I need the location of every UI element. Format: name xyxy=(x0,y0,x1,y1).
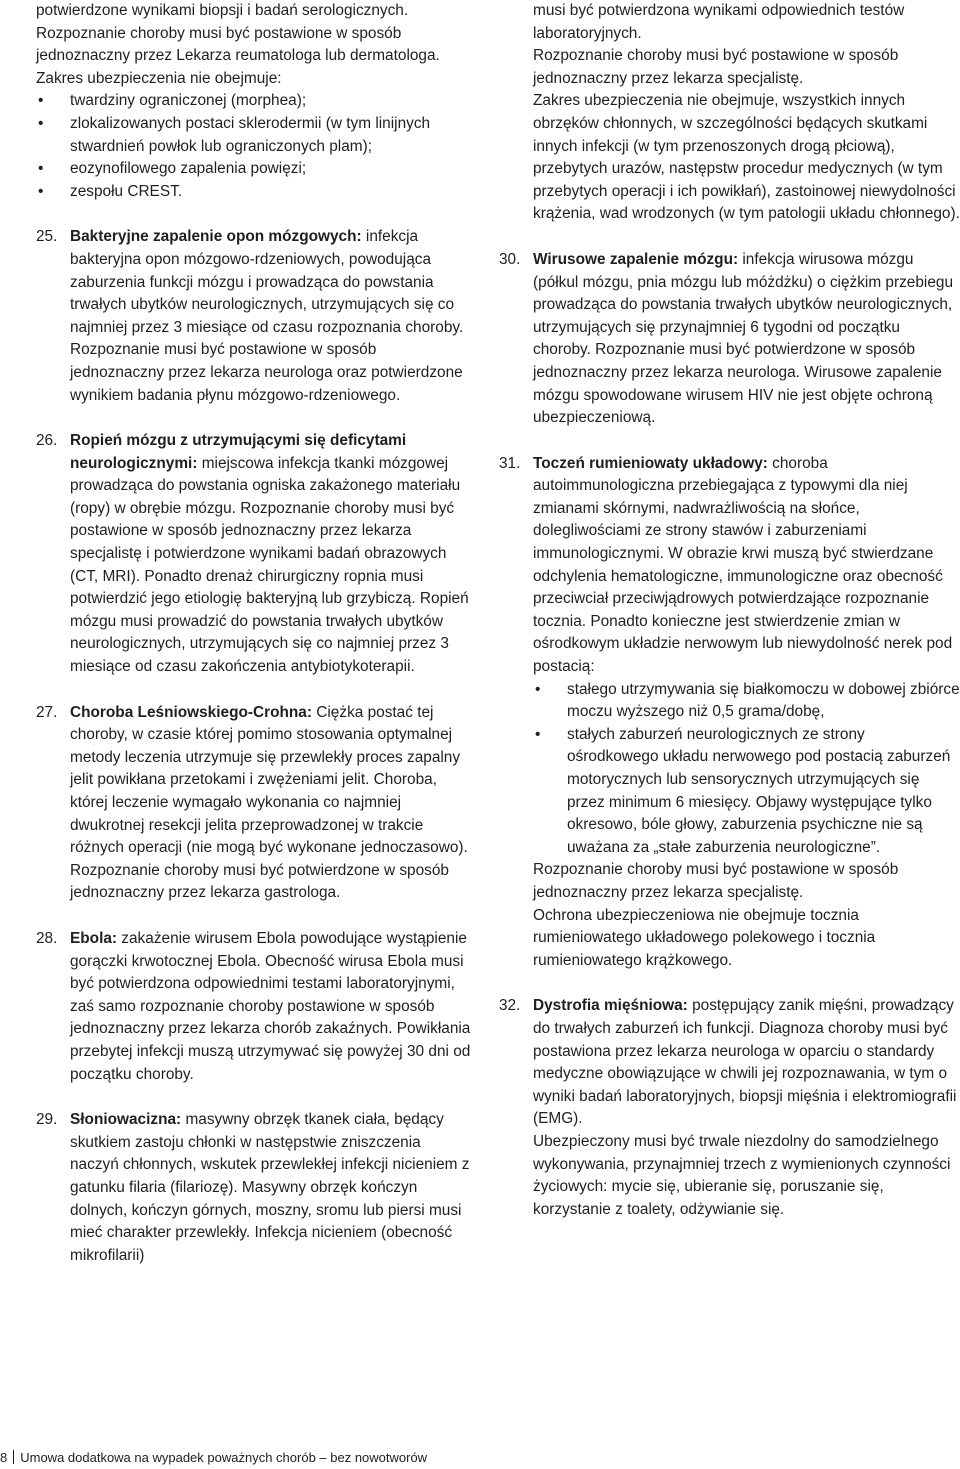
paragraph: Ochrona ubezpieczeniowa nie obejmuje tocznia rumieniowatego układowego polekowego i tocznia rumieniowatego krążkowego. xyxy=(533,906,876,969)
document-title: Umowa dodatkowa na wypadek poważnych chorób – bez nowotworów xyxy=(20,1450,428,1465)
list-item-text: twardziny ograniczonej (morphea); xyxy=(70,92,307,110)
exclusion-list xyxy=(36,90,472,203)
page-footer xyxy=(0,1447,427,1469)
left-column xyxy=(36,0,472,1267)
numbered-item-32 xyxy=(499,995,960,1221)
paragraph: Rozpoznanie choroby musi być postawione w sposób jednoznaczny przez lekarza specjalistę. xyxy=(533,47,899,87)
paragraph: Ubezpieczony musi być trwale niezdolny do samodzielnego wykonywania, przynajmniej trzech z wymienionych czynności życiowych: mycie się, ubieranie się, poruszanie się, korzystanie z toalety, odżywianie się. xyxy=(533,1132,951,1218)
condition-list xyxy=(533,679,960,860)
item-title: Słoniowacizna: xyxy=(70,1111,182,1129)
paragraph: Rozpoznanie choroby musi być postawione w sposób jednoznaczny przez Lekarza reumatologa lub dermatologa. xyxy=(36,24,440,65)
item-text: zakażenie wirusem Ebola powodujące wystąpienie gorączki krwotocznej Ebola. Obecność wirusa Ebola musi być potwierdzona odpowiednimi testami laboratoryjnymi, zaś samo rozpoznanie choroby postawione w sposób jednoznaczny przez lekarza chorób zakaźnych. Powikłania przebytej infekcji muszą utrzymywać się powyżej 30 dni od początku choroby. xyxy=(70,929,471,1083)
list-item xyxy=(36,181,472,204)
item-text: infekcja wirusowa mózgu (półkul mózgu, pnia mózgu lub móżdżku) o ciężkim przebiegu prowadząca do powstania trwałych ubytków neurologicznych, utrzymujących się przynajmniej 6 tygodni od początku choroby. Rozpoznanie musi być potwierdzone w sposób jednoznaczny przez lekarza neurologa. Wirusowe zapalenie mózgu spowodowane wirusem HIV nie jest objęte ochroną ubezpieczeniową. xyxy=(533,250,954,427)
numbered-item-31 xyxy=(499,453,960,973)
numbered-item-25 xyxy=(36,226,472,407)
item-title: Choroba Leśniowskiego-Crohna: xyxy=(70,703,312,721)
list-item-text: zlokalizowanych postaci sklerodermii (w tym linijnych stwardnień powłok lub ograniczonych plam); xyxy=(70,114,431,155)
bullet-icon: • xyxy=(38,160,44,178)
numbered-item-29 xyxy=(36,1109,472,1267)
item-title: Bakteryjne zapalenie opon mózgowych: xyxy=(70,228,362,246)
item-text: miejscowa infekcja tkanki mózgowej prowadząca do powstania ogniska zakażonego materiału (ropy) w obrębie mózgu. Rozpoznanie choroby musi być postawione w sposób jednoznaczny przez lekarza specjalistę i potwierdzone wynikami badań obrazowych (CT, MRI). Ponadto drenaż chirurgiczny ropnia musi potwierdzić jego etiologię bakteryjną lub grzybiczą. Ropień mózgu musi prowadzić do powstania trwałych ubytków neurologicznych, utrzymujących się co najmniej przez 3 miesiące od czasu zakończenia antybiotykoterapii. xyxy=(70,454,469,676)
item-title: Wirusowe zapalenie mózgu: xyxy=(533,250,739,268)
item-number: 25. xyxy=(36,228,58,246)
item-text: postępujący zanik mięśni, prowadzący do trwałych zaburzeń ich funkcji. Diagnoza choroby musi być postawiona przez lekarza neurologa w oparciu o standardy medyczne obowiązujące w chwili jej rozpoznawania, w tym o wyniki badań laboratoryjnych, biopsji mięśnia i elektromiografii (EMG). xyxy=(533,997,957,1128)
right-column xyxy=(499,0,960,1221)
paragraph: Rozpoznanie choroby musi być postawione w sposób jednoznaczny przez lekarza specjalistę. xyxy=(533,861,899,901)
item-title: Ebola: xyxy=(70,929,118,947)
numbered-item-30 xyxy=(499,249,960,430)
bullet-icon: • xyxy=(38,114,44,132)
list-item-text: zespołu CREST. xyxy=(70,182,183,200)
continued-text xyxy=(499,0,960,226)
item-title: Ropień mózgu z utrzymującymi się deficytami neurologicznymi: xyxy=(70,432,407,472)
list-item xyxy=(533,724,960,860)
bullet-icon: • xyxy=(38,92,44,110)
item-number: 30. xyxy=(499,250,521,268)
list-item-text: stałych zaburzeń neurologicznych ze strony ośrodkowego układu nerwowego pod postacią zaburzeń motorycznych lub sensorycznych utrzymujących się przez minimum 6 miesięcy. Objawy występujące tylko okresowo, bóle głowy, zaburzenia psychiczne nie są uważana za „stałe zaburzenia neurologiczne”. xyxy=(567,725,951,856)
item-number: 26. xyxy=(36,432,58,450)
item-text: Ciężka postać tej choroby, w czasie której pomimo stosowania optymalnej metody leczenia utrzymuje się przewlekły proces zapalny jelit powikłana przetokami i zwężeniami jelit. Choroba, której leczenie wymagało wykonania co najmniej dwukrotnej resekcji jelita przeprowadzonej w trakcie różnych operacji (nie mogą być wykonane jednoczasowo). Rozpoznanie choroby musi być potwierdzone w sposób jednoznaczny przez lekarza gastrologa. xyxy=(70,703,468,902)
item-number: 27. xyxy=(36,703,58,721)
item-number: 31. xyxy=(499,454,521,472)
list-item xyxy=(36,158,472,181)
page-number: 8 xyxy=(0,1450,8,1465)
item-number: 29. xyxy=(36,1111,58,1129)
item-title: Dystrofia mięśniowa: xyxy=(533,997,688,1015)
bullet-icon: • xyxy=(38,182,44,200)
bullet-icon: • xyxy=(535,680,541,698)
item-title: Toczeń rumieniowaty układowy: xyxy=(533,454,768,472)
numbered-item-27 xyxy=(36,702,472,905)
bullet-icon: • xyxy=(535,725,541,743)
list-item-text: eozynofilowego zapalenia powięzi; xyxy=(70,160,307,178)
item-text: masywny obrzęk tkanek ciała, będący skutkiem zastoju chłonki w następstwie zniszczenia naczyń chłonnych, wskutek przewlekłej infekcji nicieniem z gatunku filaria (filariozę). Masywny obrzęk kończyn dolnych, kończyn górnych, moszny, sromu lub piersi musi mieć charakter przewlekły. Infekcja nicieniem (obecność mikrofilarii) xyxy=(70,1111,470,1264)
item-text: choroba autoimmunologiczna przebiegająca z typowymi dla niej zmianami skórnymi, nadwrażliwością na słońce, dolegliwościami ze strony stawów i zaburzeniami immunologicznymi. W obrazie krwi muszą być stwierdzane odchylenia hematologiczne, immunologiczne oraz obecność przeciwciał przeciwjądrowych potwierdzające rozpoznanie tocznia. Ponadto konieczne jest stwierdzenie zmian w ośrodkowym układzie nerwowym lub niewydolność nerek pod postacią: xyxy=(533,454,953,676)
list-item xyxy=(36,113,472,158)
list-item-text: stałego utrzymywania się białkomoczu w dobowej zbiórce moczu wyższego niż 0,5 grama/dobę, xyxy=(567,680,960,721)
item-text: infekcja bakteryjna opon mózgowo-rdzeniowych, powodująca zaburzenia funkcji mózgu i prowadząca do powstania trwałych ubytków neurologicznych, utrzymujących się co najmniej przez 3 miesiące od czasu rozpoznania choroby. Rozpoznanie musi być postawione w sposób jednoznaczny przez lekarza neurologa oraz potwierdzone wynikiem badania płynu mózgowo-rdzeniowego. xyxy=(70,228,464,404)
item-number: 28. xyxy=(36,929,58,947)
numbered-item-26 xyxy=(36,430,472,679)
paragraph: Zakres ubezpieczenia nie obejmuje, wszystkich innych obrzęków chłonnych, w szczególności będących skutkami innych infekcji (w tym przenoszonych drogą płciową), przebytych urazów, następstw procedur medycznych (w tym przebytych operacji i ich powikłań), zastoinowej niewydolności krążenia, wad wrodzonych (w tym patologii układu chłonnego). xyxy=(533,92,960,223)
list-item xyxy=(533,679,960,724)
numbered-item-28 xyxy=(36,928,472,1086)
paragraph: potwierdzone wynikami biopsji i badań serologicznych. xyxy=(36,2,409,19)
paragraph: Zakres ubezpieczenia nie obejmuje: xyxy=(36,69,282,87)
footer-divider xyxy=(13,1450,14,1464)
item-number: 32. xyxy=(499,997,521,1015)
list-item xyxy=(36,90,472,113)
paragraph: musi być potwierdzona wynikami odpowiednich testów laboratoryjnych. xyxy=(533,2,905,42)
